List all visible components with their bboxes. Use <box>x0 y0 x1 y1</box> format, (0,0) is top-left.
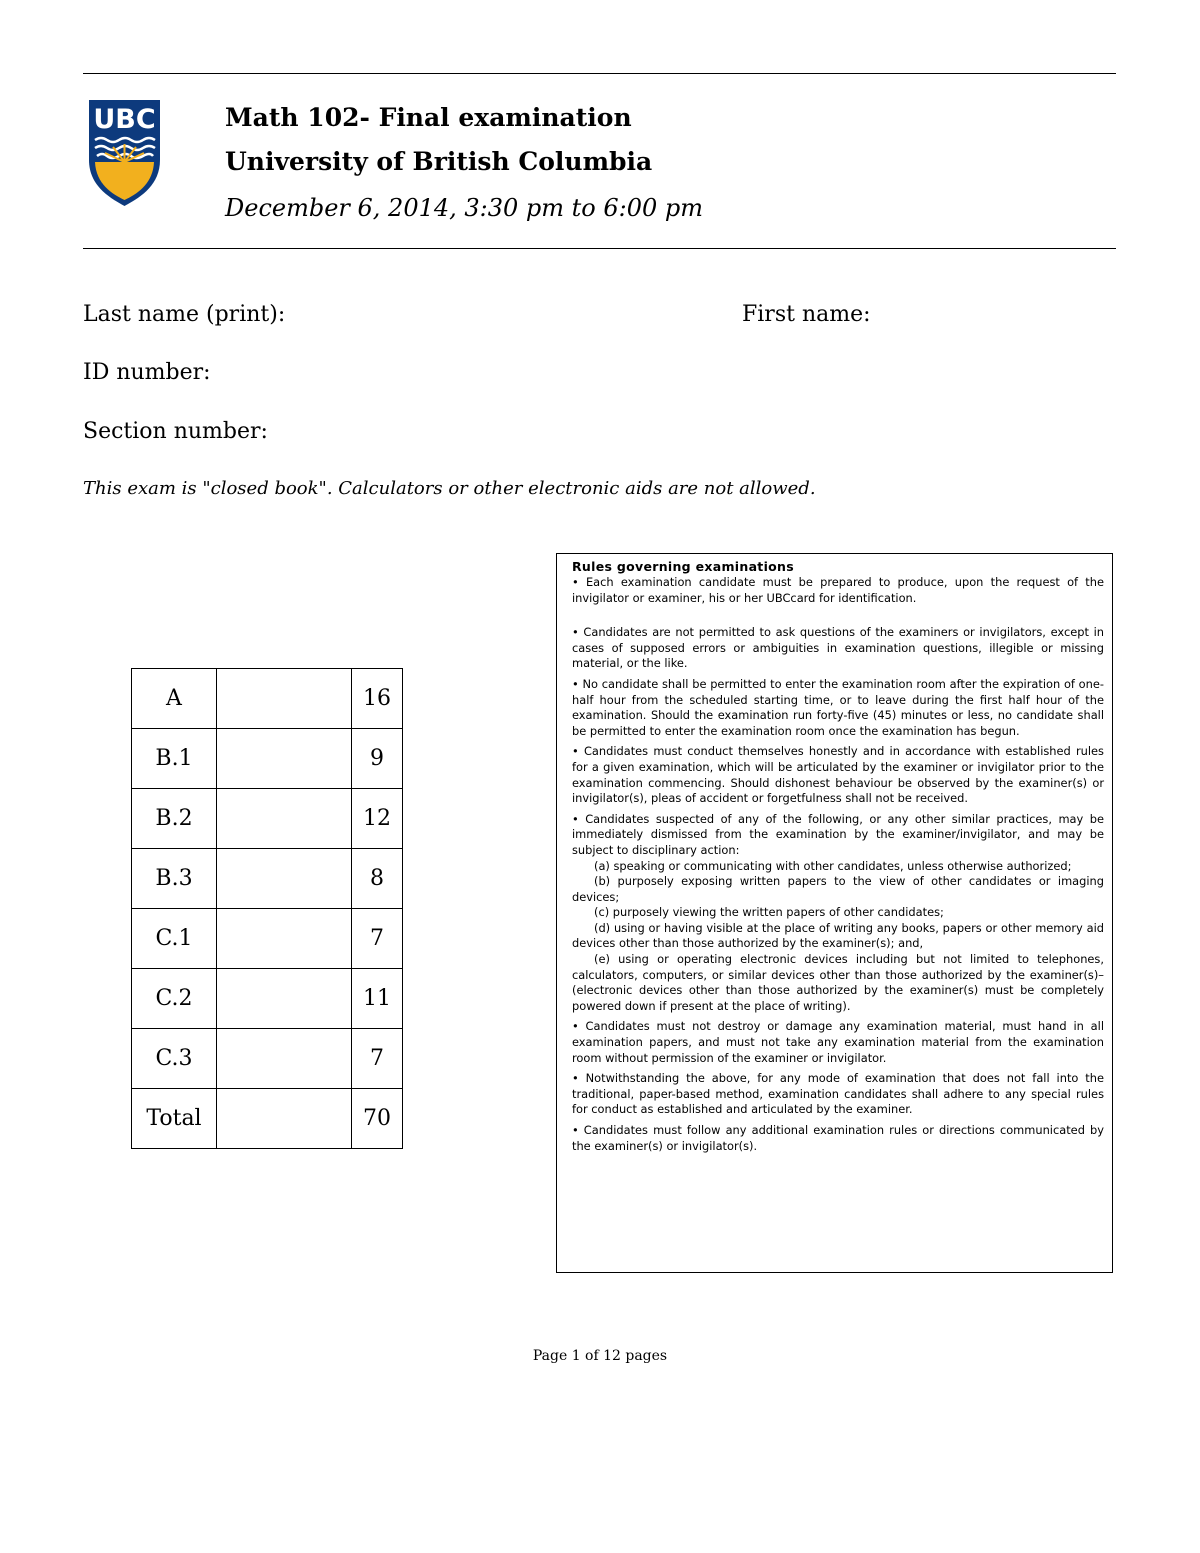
score-cell <box>217 969 352 1029</box>
score-cell <box>217 1089 352 1149</box>
rule-sub-item: (b) purposely exposing written papers to the view of other candidates or imaging devices; <box>572 874 1104 904</box>
rule-sub-item: (d) using or having visible at the place of writing any books, papers or other memory aid devices other than those authorized by the examiner(s); and, <box>572 920 1104 951</box>
exam-date: December 6, 2014, 3:30 pm to 6:00 pm <box>225 194 704 222</box>
rules-box <box>556 553 1113 1273</box>
section-number-field: Section number: <box>83 419 268 444</box>
rule-sub-item: (e) using or operating electronic devices including but not limited to telephones, calculators, computers, or similar devices other than those authorized by the examiner(s)–(electronic devices other than those authorized by the examiner(s) must be completely powered down if present at the place of writing). <box>572 952 1104 1013</box>
rule-item: • Candidates suspected of any of the following, or any other similar practices, may be immediately dismissed from the examination by the examiner/invigilator, and may be subject to disciplinary action: <box>572 811 1104 857</box>
part-cell: C.3 <box>132 1029 217 1089</box>
score-table <box>131 668 403 1149</box>
rule-sub-list <box>572 859 1104 1015</box>
part-cell: B.2 <box>132 789 217 849</box>
first-name-field: First name: <box>742 302 871 327</box>
university-name: University of British Columbia <box>225 147 653 176</box>
max-points-cell: 16 <box>352 669 403 729</box>
table-row <box>132 1029 403 1089</box>
page-footer: Page 1 of 12 pages <box>532 1348 668 1364</box>
rule-item: • Candidates must not destroy or damage any examination material, must hand in all examination papers, and must not take any examination material from the examination room without permission of the examiner or invigilator. <box>572 1019 1104 1065</box>
table-row-total <box>132 1089 403 1149</box>
score-cell <box>217 669 352 729</box>
max-points-cell: 11 <box>352 969 403 1029</box>
max-points-cell: 7 <box>352 1029 403 1089</box>
score-cell <box>217 789 352 849</box>
ubc-logo <box>87 98 162 208</box>
rule-item: • Each examination candidate must be prepared to produce, upon the request of the invigilator or examiner, his or her UBCcard for identification. <box>572 575 1104 605</box>
max-points-cell: 70 <box>352 1089 403 1149</box>
rule-item: • Notwithstanding the above, for any mode of examination that does not fall into the traditional, paper-based method, examination candidates shall adhere to any special rules for conduct as established and articulated by the examiner. <box>572 1071 1104 1117</box>
max-points-cell: 7 <box>352 909 403 969</box>
table-row <box>132 849 403 909</box>
rule-item: • Candidates must follow any additional examination rules or directions communicated by the examiner(s) or invigilator(s). <box>572 1123 1104 1153</box>
score-cell <box>217 1029 352 1089</box>
max-points-cell: 8 <box>352 849 403 909</box>
score-cell <box>217 729 352 789</box>
part-cell: A <box>132 669 217 729</box>
score-cell <box>217 849 352 909</box>
rule-item: • Candidates must conduct themselves honestly and in accordance with established rules for a given examination, which will be articulated by the examiner or invigilator prior to the examination commencing. Should dishonest behaviour be observed by the examiner(s) or invigilator(s), pleas of accident or forgetfulness shall not be received. <box>572 744 1104 806</box>
part-cell: C.2 <box>132 969 217 1029</box>
table-row <box>132 789 403 849</box>
header-bottom-rule <box>83 248 1116 249</box>
rule-item: • Candidates are not permitted to ask questions of the examiners or invigilators, except in cases of supposed errors or ambiguities in examination questions, illegible or missing material, or the like. <box>572 625 1104 671</box>
rule-sub-item: (c) purposely viewing the written papers of other candidates; <box>594 905 944 920</box>
table-row <box>132 669 403 729</box>
max-points-cell: 9 <box>352 729 403 789</box>
rule-item: • No candidate shall be permitted to enter the examination room after the expiration of one-half hour from the scheduled starting time, or to leave during the first half hour of the examination. Should the examination run forty-five (45) minutes or less, no candidate shall be permitted to enter the examination room once the examination has begun. <box>572 676 1104 738</box>
rules-title: Rules governing examinations <box>572 559 794 574</box>
part-cell: Total <box>132 1089 217 1149</box>
max-points-cell: 12 <box>352 789 403 849</box>
part-cell: B.3 <box>132 849 217 909</box>
table-row <box>132 729 403 789</box>
score-cell <box>217 909 352 969</box>
part-cell: C.1 <box>132 909 217 969</box>
table-row <box>132 909 403 969</box>
id-number-field: ID number: <box>83 360 211 385</box>
exam-title: Math 102- Final examination <box>225 103 632 132</box>
part-cell: B.1 <box>132 729 217 789</box>
logo-text: UBC <box>93 104 156 135</box>
exam-note: This exam is "closed book". Calculators or other electronic aids are not allowed. <box>83 478 816 499</box>
last-name-field: Last name (print): <box>83 302 286 327</box>
table-row <box>132 969 403 1029</box>
top-rule <box>83 73 1116 74</box>
rule-sub-item: (a) speaking or communicating with other candidates, unless otherwise authorized; <box>594 858 1072 873</box>
